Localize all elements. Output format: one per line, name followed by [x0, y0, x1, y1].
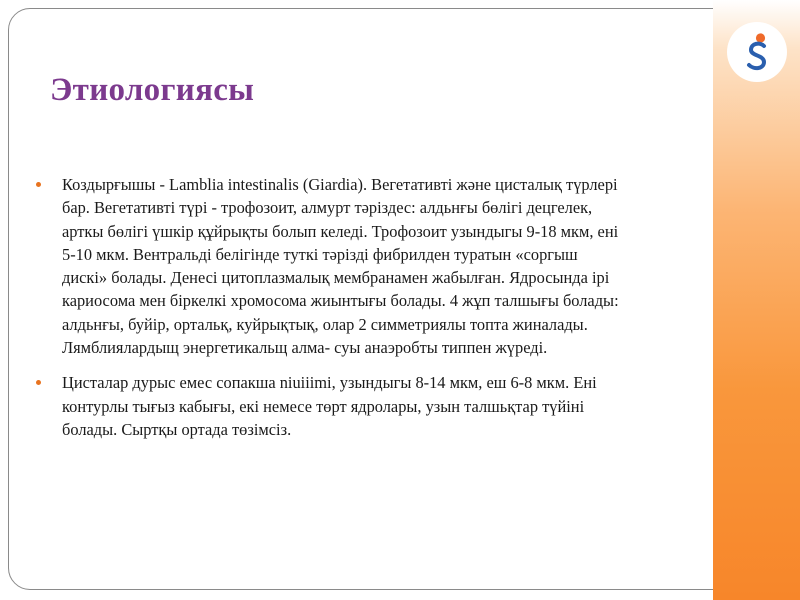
bullet-line: дискі» болады. Денесі цитоплазмалық мембранамен жабылған. Ядросында ірі: [62, 268, 610, 288]
bullet-line: контурлы тығыз кабығы, екі немесе төрт ядролары, узын талшьқтар түйіні: [62, 396, 585, 416]
bullet-item: [36, 173, 754, 359]
slide-title: Этиологиясы: [50, 72, 255, 108]
bullet-dot-icon: [36, 380, 41, 385]
bullet-line: Коздырғышы - Lamblia intestinalis (Giardia). Вегетативті және цисталық түрлері: [62, 175, 618, 194]
bullet-line: Лямблиялардыщ энергетикальщ алма- суы анаэробты типпен жүреді.: [62, 338, 548, 358]
logo-dot: [756, 33, 765, 42]
bullet-line: арткы бөлігі үшкір құйрықты болып келеді. Трофозоит узындыгы 9-18 мкм, ені: [62, 221, 619, 241]
bullet-line: бар. Вегетативті түрі - трофозоит, алмурт тәріздес: алдьнғы бөлігі децгелек,: [62, 198, 593, 218]
logo: [727, 22, 787, 82]
s-logo-icon: [727, 22, 787, 82]
bullet-line: кариосома мен біркелкі хромосома жиынтығы болады. 4 жұп талшығы болады:: [62, 291, 619, 311]
bullet-item: [36, 371, 754, 441]
bullet-line: 5-10 мкм. Вентральді белігінде туткі тәрізді фибрилден туратын «соргыш: [62, 244, 578, 264]
bullet-line: болады. Сыртқы ортада төзімсіз.: [62, 419, 292, 439]
bullet-dot-icon: [36, 182, 41, 187]
logo-s-stroke: [749, 44, 764, 68]
bullet-list: [36, 173, 754, 453]
bullet-line: Цисталар дурыс емес сопакша niuiiimi, узындыгы 8-14 мкм, еш 6-8 мкм. Ені: [62, 373, 597, 393]
bullet-line: алдьнғы, буйір, ортальқ, куйрықтық, олар 2 симметриялы топта жиналады.: [62, 314, 588, 334]
